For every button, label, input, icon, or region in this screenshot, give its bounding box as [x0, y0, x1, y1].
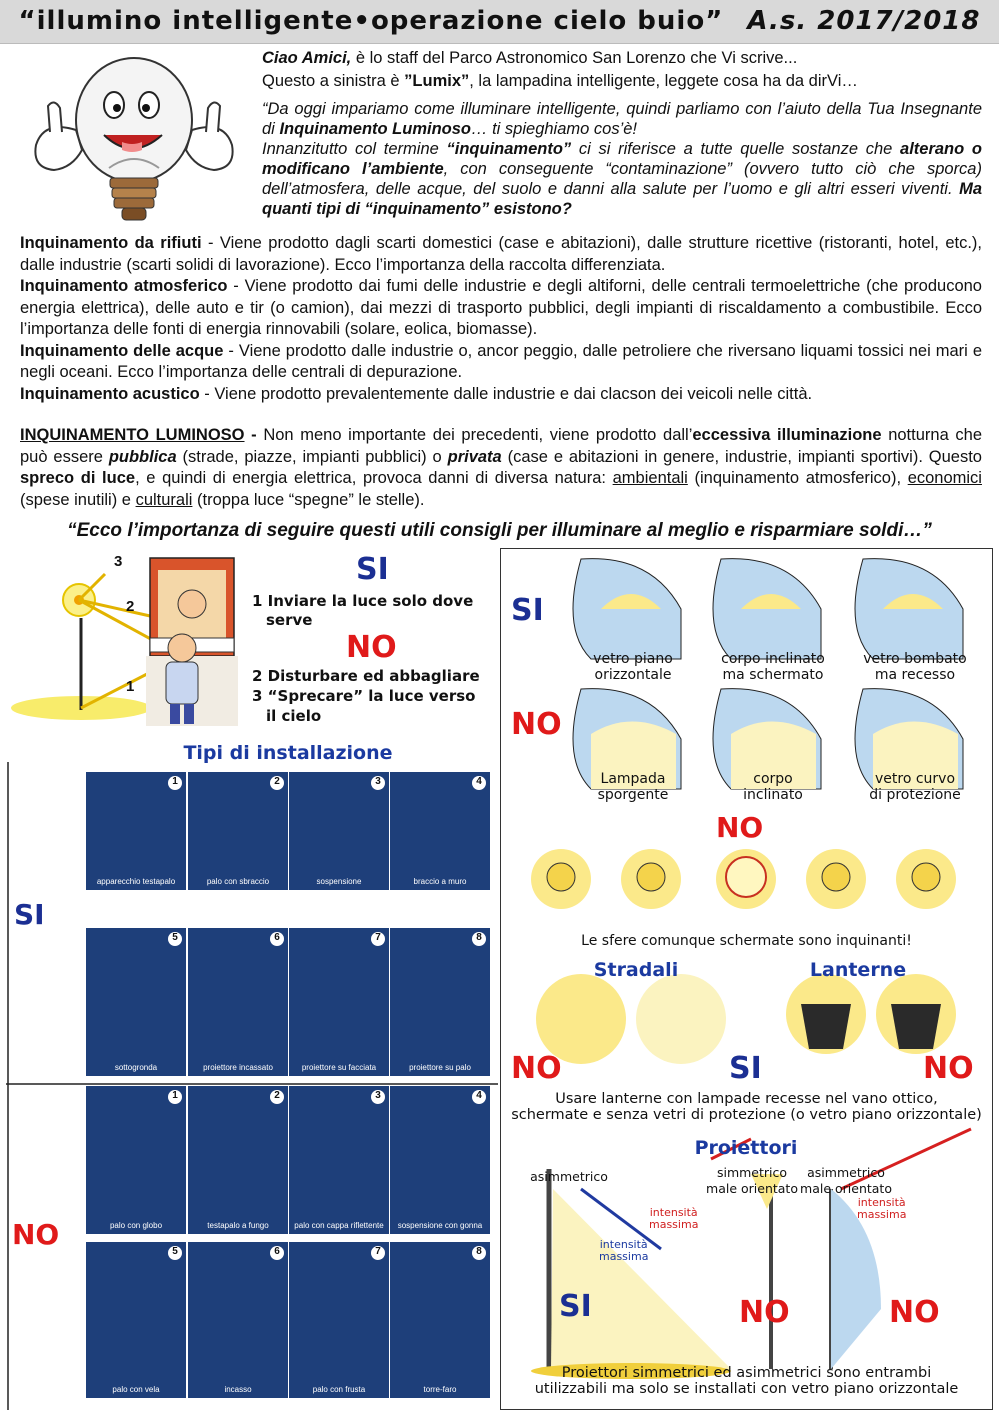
asim2-line: asimmetrico [807, 1165, 885, 1180]
pollution-type-air [20, 276, 982, 341]
cell-label: palo con globo [109, 1221, 163, 1230]
intro-line-1 [262, 48, 982, 68]
ray-number-3: 3 [114, 553, 123, 570]
rule-2: 2 Disturbare ed abbagliare [252, 667, 480, 685]
lp-t9: , e quindi di energia elettrica, provoca danni di diversa natura: [135, 469, 613, 487]
caption-line: Lampada [600, 771, 666, 787]
pollution-type-noise [20, 384, 982, 406]
massima-word: massima [857, 1208, 907, 1221]
massima-word: massima [649, 1218, 699, 1231]
quote-p1-end: … ti spieghiamo cos’è! [471, 120, 638, 138]
intensity-word: intensità [649, 1206, 698, 1219]
left-infographic-panel [6, 548, 498, 1410]
install-cell [86, 928, 186, 1076]
intro-line2-c: , la lampadina intelligente, leggete cosa ha da dirVi… [469, 72, 858, 90]
type-text: - Viene prodotto dagli scarti domestici (case e abitazioni), dalle strutture ricettive (ristoranti, hotel, etc.), dalle industrie (scarti solidi di lavorazione). Ecco l’importanza della raccolta differenziata. [20, 234, 982, 274]
light-pollution-title: INQUINAMENTO LUMINOSO [20, 426, 245, 444]
intensity-label-3 [599, 1239, 648, 1263]
cell-number: 8 [472, 1246, 486, 1260]
type-title: Inquinamento delle acque [20, 341, 224, 360]
caption-line: sporgente [597, 787, 669, 803]
cell-number: 4 [472, 1090, 486, 1104]
pollution-type-water [20, 341, 982, 384]
install-si-label: SI [14, 898, 45, 931]
install-no-label: NO [12, 1218, 60, 1251]
intensity-label-1 [649, 1207, 698, 1231]
quote-p2-d: alterano o modificano l’ambiente [262, 140, 982, 178]
quote-p1 [262, 99, 982, 139]
install-cell [86, 1242, 186, 1398]
ray-number-2: 2 [126, 598, 135, 615]
lp-t2: eccessiva illuminazione [692, 426, 882, 444]
cell-label: palo con frusta [312, 1385, 366, 1394]
cell-label: sottogronda [114, 1063, 158, 1072]
intensity-word: intensità [599, 1238, 648, 1251]
cell-number: 8 [472, 932, 486, 946]
no-fixtures-label: NO [511, 707, 562, 742]
cell-label: proiettore su facciata [301, 1063, 377, 1072]
fixture-caption [855, 651, 975, 683]
quote-p2-c: ci si riferisce a tutte quelle sostanze che [571, 140, 901, 158]
install-cell [188, 1242, 288, 1398]
lp-t10: ambientali [612, 469, 688, 487]
cell-label: apparecchio testapalo [96, 877, 176, 886]
rule-3: 3 “Sprecare” la luce verso [252, 687, 476, 705]
intensity-label-2 [857, 1197, 906, 1221]
cell-label: incasso [224, 1385, 252, 1394]
install-cell [390, 1242, 490, 1398]
proiettori-no-label-1: NO [739, 1295, 790, 1330]
title-text: “illumino intelligente•operazione cielo buio” [18, 6, 724, 36]
install-title: Tipi di installazione [183, 742, 393, 764]
cell-number: 6 [270, 1246, 284, 1260]
cell-number: 2 [270, 776, 284, 790]
quote-p1-text: “Da oggi impariamo come illuminare intelligente, quindi parliamo con l’aiuto della Tua Insegnante di [262, 100, 982, 138]
caption-line: ma recesso [874, 667, 956, 683]
cell-label: sospensione con gonna [397, 1221, 483, 1230]
light-pollution-paragraph [20, 425, 982, 511]
install-cell [289, 928, 389, 1076]
quote-p2-a: Innanzitutto col termine [262, 140, 447, 158]
install-cell [86, 1086, 186, 1234]
proiettori-si-label: SI [559, 1289, 592, 1324]
rule-list-si [252, 592, 473, 630]
cell-number: 7 [371, 932, 385, 946]
asim2-label [791, 1165, 901, 1197]
cell-label: braccio a muro [413, 877, 467, 886]
type-title: Inquinamento acustico [20, 384, 200, 403]
cell-label: torre-faro [423, 1385, 457, 1394]
rule-list-no [252, 666, 480, 726]
install-cell [390, 772, 490, 890]
install-cell [188, 772, 288, 890]
intro-line-2 [262, 71, 982, 91]
note-line: Usare lanterne con lampade recesse nel vano ottico, [555, 1091, 938, 1107]
pollution-types [20, 233, 982, 405]
cell-number: 6 [270, 932, 284, 946]
caption-line: corpo [753, 771, 793, 787]
install-cell [188, 1086, 288, 1234]
asim2-line: male orientato [800, 1181, 892, 1196]
cell-number: 1 [168, 1090, 182, 1104]
lumix-bulb-mascot [14, 50, 254, 230]
lp-t4: pubblica [108, 447, 177, 466]
lp-t13: (spese inutili) e [20, 490, 136, 509]
proiettori-no-label-2: NO [889, 1295, 940, 1330]
stradali-title: Stradali [593, 959, 679, 981]
proiettori-title: Proiettori [694, 1137, 798, 1159]
install-cell [86, 772, 186, 890]
cell-number: 5 [168, 932, 182, 946]
page-title [0, 6, 999, 36]
cell-label: palo con cappa riflettente [294, 1221, 384, 1230]
footer-line: Proiettori simmetrici ed asimmetrici sono entrambi [561, 1365, 932, 1381]
caption-line: inclinato [743, 787, 803, 803]
si-label-top: SI [356, 552, 389, 587]
intro-line2-a: Questo a sinistra è [262, 72, 405, 90]
greeting-rest: è lo staff del Parco Astronomico San Lorenzo che Vi scrive... [351, 49, 798, 67]
lp-t6: privata [447, 447, 502, 466]
cell-label: proiettore incassato [203, 1063, 273, 1072]
school-year: A.s. 2017/2018 [747, 6, 981, 36]
caption-line: di protezione [869, 787, 961, 803]
rule-1-cont: serve [266, 611, 313, 629]
ray-number-1: 1 [126, 678, 135, 695]
fixture-caption [573, 771, 693, 803]
spheres-caption: Le sfere comunque schermate sono inquinanti! [581, 933, 912, 949]
cell-number: 1 [168, 776, 182, 790]
spheres-no-label: NO [716, 811, 764, 844]
caption-line: vetro piano [593, 651, 673, 667]
lanterne-no-label: NO [923, 1051, 974, 1086]
sim-line: male orientato [706, 1181, 798, 1196]
cell-number: 2 [270, 1090, 284, 1104]
lp-t14: culturali [135, 490, 193, 509]
install-cell [289, 1086, 389, 1234]
cell-number: 4 [472, 776, 486, 790]
cell-number: 5 [168, 1246, 182, 1260]
install-cell [390, 928, 490, 1076]
footer-line: utilizzabili ma solo se installati con vetro piano orizzontale [534, 1381, 959, 1397]
lumix-quote [262, 99, 982, 219]
advice-heading: “Ecco l’importanza di seguire questi utili consigli per illuminare al meglio e risparmiare soldi…” [67, 520, 932, 541]
install-cell [390, 1086, 490, 1234]
asim-label: asimmetrico [530, 1169, 608, 1184]
right-infographic-panel [500, 548, 993, 1410]
lanterne-note [501, 1091, 992, 1123]
rule-3-cont: il cielo [266, 707, 322, 725]
cell-label: proiettore su palo [409, 1063, 471, 1072]
massima-word: massima [599, 1250, 649, 1263]
fixture-caption [855, 771, 975, 803]
proiettori-footer [501, 1365, 992, 1397]
cell-label: sospensione [316, 877, 362, 886]
quote-p2 [262, 139, 982, 219]
lp-t15: (troppa luce “spegne” le stelle). [192, 490, 425, 509]
greeting: Ciao Amici, [262, 49, 352, 67]
note-line: schermate e senza vetri di protezione (o vetro piano orizzontale) [511, 1107, 982, 1123]
cell-label: palo con sbraccio [206, 877, 270, 886]
lanterne-title: Lanterne [809, 959, 907, 981]
lp-t7: (case e abitazioni in genere, industrie, impianti sportivi). Questo [501, 447, 982, 466]
type-text: - Viene prodotto prevalentemente dalle industrie e dai clacson dei veicoli nelle città. [199, 384, 813, 403]
stradali-no-label: NO [511, 1051, 562, 1086]
type-text: - Viene prodotto dalle industrie o, ancor peggio, dalle petroliere che riversano liquami tossici nei mari e negli oceani. Ecco l’importanza delle centrali di depurazione. [20, 341, 982, 381]
cell-number: 3 [371, 1090, 385, 1104]
type-title: Inquinamento da rifiuti [20, 234, 202, 252]
pollution-type-waste [20, 233, 982, 276]
intensity-word: intensità [857, 1196, 906, 1209]
fixture-caption [573, 651, 693, 683]
lp-t1: Non meno importante dei precedenti, viene prodotto dall’ [263, 426, 693, 444]
intro-block [262, 48, 982, 94]
install-cell [289, 772, 389, 890]
fixture-caption [713, 771, 833, 803]
cell-number: 7 [371, 1246, 385, 1260]
no-label-top: NO [346, 630, 397, 665]
quote-p2-e: , con conseguente “contaminazione” (ovvero tutto ciò che sporca) dell’atmosfera, delle acque, del suolo e danni alla salute per l’uomo e gli altri esseri viventi. [262, 160, 982, 198]
cell-number: 3 [371, 776, 385, 790]
caption-line: corpo inclinato [721, 651, 825, 667]
lp-t5: (strade, piazze, impianti pubblici) o [176, 447, 448, 466]
cell-label: testapalo a fungo [207, 1221, 269, 1230]
lp-t8: spreco di luce [20, 469, 136, 487]
fixture-caption [713, 651, 833, 683]
install-cell [188, 928, 288, 1076]
quote-p1-bold: Inquinamento Luminoso [279, 120, 472, 138]
type-title: Inquinamento atmosferico [20, 277, 228, 295]
caption-line: vetro curvo [874, 771, 956, 787]
caption-line: orizzontale [594, 667, 672, 683]
lp-t11: (inquinamento atmosferico), [687, 469, 908, 487]
type-text: - Viene prodotto dai fumi delle industrie e degli altiforni, delle centrali termoelettriche (che producono energia elettrica), delle auto e tir (o camion), dai mezzi di trasporto pubblici, degli impianti di riscaldamento a combustibile. Ecco l’importanza delle fonti di energia rinnovabili (solare, eolica, biomasse). [20, 277, 982, 338]
lp-dash: - [244, 426, 264, 444]
lp-t3: notturna che può essere [20, 426, 982, 466]
install-cell [289, 1242, 389, 1398]
stradali-si-label: SI [729, 1051, 762, 1086]
sim-line: simmetrico [716, 1165, 788, 1180]
lumix-name: ”Lumix” [404, 72, 470, 90]
cell-label: palo con vela [112, 1385, 160, 1394]
quote-p2-f: Ma quanti tipi di “inquinamento” esistono? [262, 180, 982, 218]
caption-line: ma schermato [722, 667, 824, 683]
lp-t12: economici [907, 469, 982, 487]
rule-1: 1 Inviare la luce solo dove [252, 592, 474, 610]
si-fixtures-label: SI [511, 593, 544, 628]
quote-p2-b: “inquinamento” [446, 140, 572, 158]
caption-line: vetro bombato [863, 651, 967, 667]
